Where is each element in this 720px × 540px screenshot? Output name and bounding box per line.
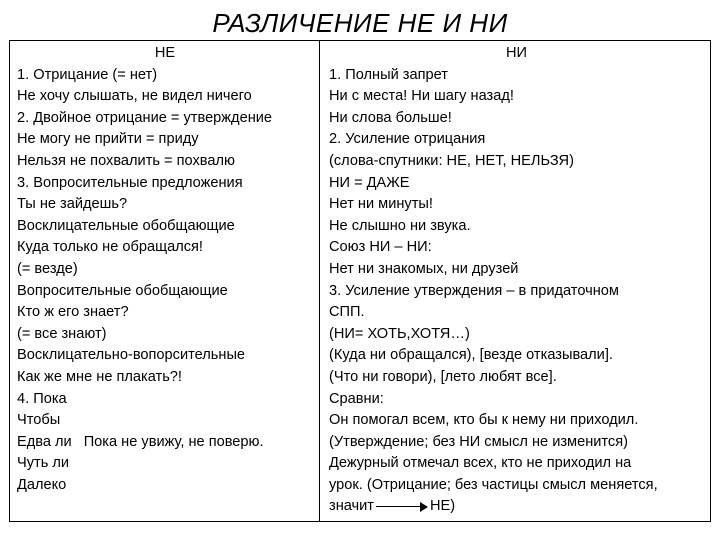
ne-text-line: Восклицательные обобщающие [17, 217, 235, 234]
ne-text-line: Куда только не обращался! [17, 239, 203, 256]
ni-text-line: (слова-спутники: НЕ, НЕТ, НЕЛЬЗЯ) [329, 152, 574, 169]
ne-text-line: Кто ж его знает? [17, 304, 129, 321]
ne-text-line: Как же мне не плакать?! [17, 368, 182, 385]
ne-text-line: Не могу не прийти = приду [17, 131, 199, 148]
ne-text-line: Восклицательно-вопорсительные [17, 347, 246, 364]
ne-text-line: Не хочу слышать, не видел ничего [17, 88, 252, 105]
ne-column-header: НЕ [154, 45, 176, 61]
ni-text-line [329, 496, 704, 518]
ne-text-line: 2. Двойное отрицание = утверждение [17, 109, 273, 126]
ni-text-line: Дежурный отмечал всех, кто не приходил на [329, 455, 632, 472]
ne-text-line: 4. Пока [17, 390, 67, 407]
page-title: РАЗЛИЧЕНИЕ НЕ И НИ [212, 8, 508, 38]
ni-text-line: Нет ни знакомых, ни друзей [329, 260, 519, 277]
ne-text-line: Чуть ли [17, 455, 70, 472]
ni-text-line: Ни с места! Ни шагу назад! [329, 88, 514, 105]
ni-text-line: Сравни: [329, 390, 384, 407]
arrow-right-icon [376, 502, 428, 512]
ni-text-line: 2. Усиление отрицания [329, 131, 486, 148]
ne-text-line: Далеко [17, 476, 67, 493]
comparison-table [9, 40, 711, 522]
ne-text-line: 1. Отрицание (= нет) [17, 66, 158, 83]
ni-text-line: НИ = ДАЖЕ [329, 174, 410, 191]
ni-text-line: Нет ни минуты! [329, 196, 433, 213]
ni-text-line: Он помогал всем, кто бы к нему ни приходил. [329, 412, 639, 429]
ni-text-line: (НИ= ХОТЬ,ХОТЯ…) [329, 325, 470, 342]
ne-text-line: (= везде) [17, 260, 78, 277]
ne-text-line: Нельзя не похвалить = похвалю [17, 152, 235, 169]
ni-column [320, 41, 710, 521]
ni-text-line: Не слышно ни звука. [329, 217, 471, 234]
ni-column-header: НИ [505, 45, 528, 61]
ne-text-line: (= все знают) [17, 325, 107, 342]
edali-word: Едва ли [17, 433, 72, 450]
ni-text-line: (Куда ни обращался), [везде отказывали]. [329, 347, 613, 364]
ni-text-line: Ни слова больше! [329, 109, 452, 126]
last-start: значит [329, 498, 374, 515]
ne-text-line: Ты не зайдешь? [17, 196, 128, 213]
ne-text-line [17, 432, 313, 454]
ni-text-line: СПП. [329, 304, 365, 321]
ne-column [10, 41, 320, 521]
ni-text-line: (Утверждение; без НИ смысл не изменится) [329, 433, 628, 450]
ne-text-line: Чтобы [17, 412, 61, 429]
edali-example: Пока не увижу, не поверю. [83, 433, 264, 450]
ni-text-line: (Что ни говори), [лето любят все]. [329, 368, 557, 385]
ne-text-line: 3. Вопросительные предложения [17, 174, 243, 191]
ne-text-line: Вопросительные обобщающие [17, 282, 228, 299]
ni-text-line: Союз НИ – НИ: [329, 239, 432, 256]
ni-text-line: 3. Усиление утверждения – в придаточном [329, 282, 619, 299]
last-end: НЕ) [430, 498, 456, 515]
ni-text-line: урок. (Отрицание; без частицы смысл меняется, [329, 476, 658, 493]
ni-text-line: 1. Полный запрет [329, 66, 448, 83]
